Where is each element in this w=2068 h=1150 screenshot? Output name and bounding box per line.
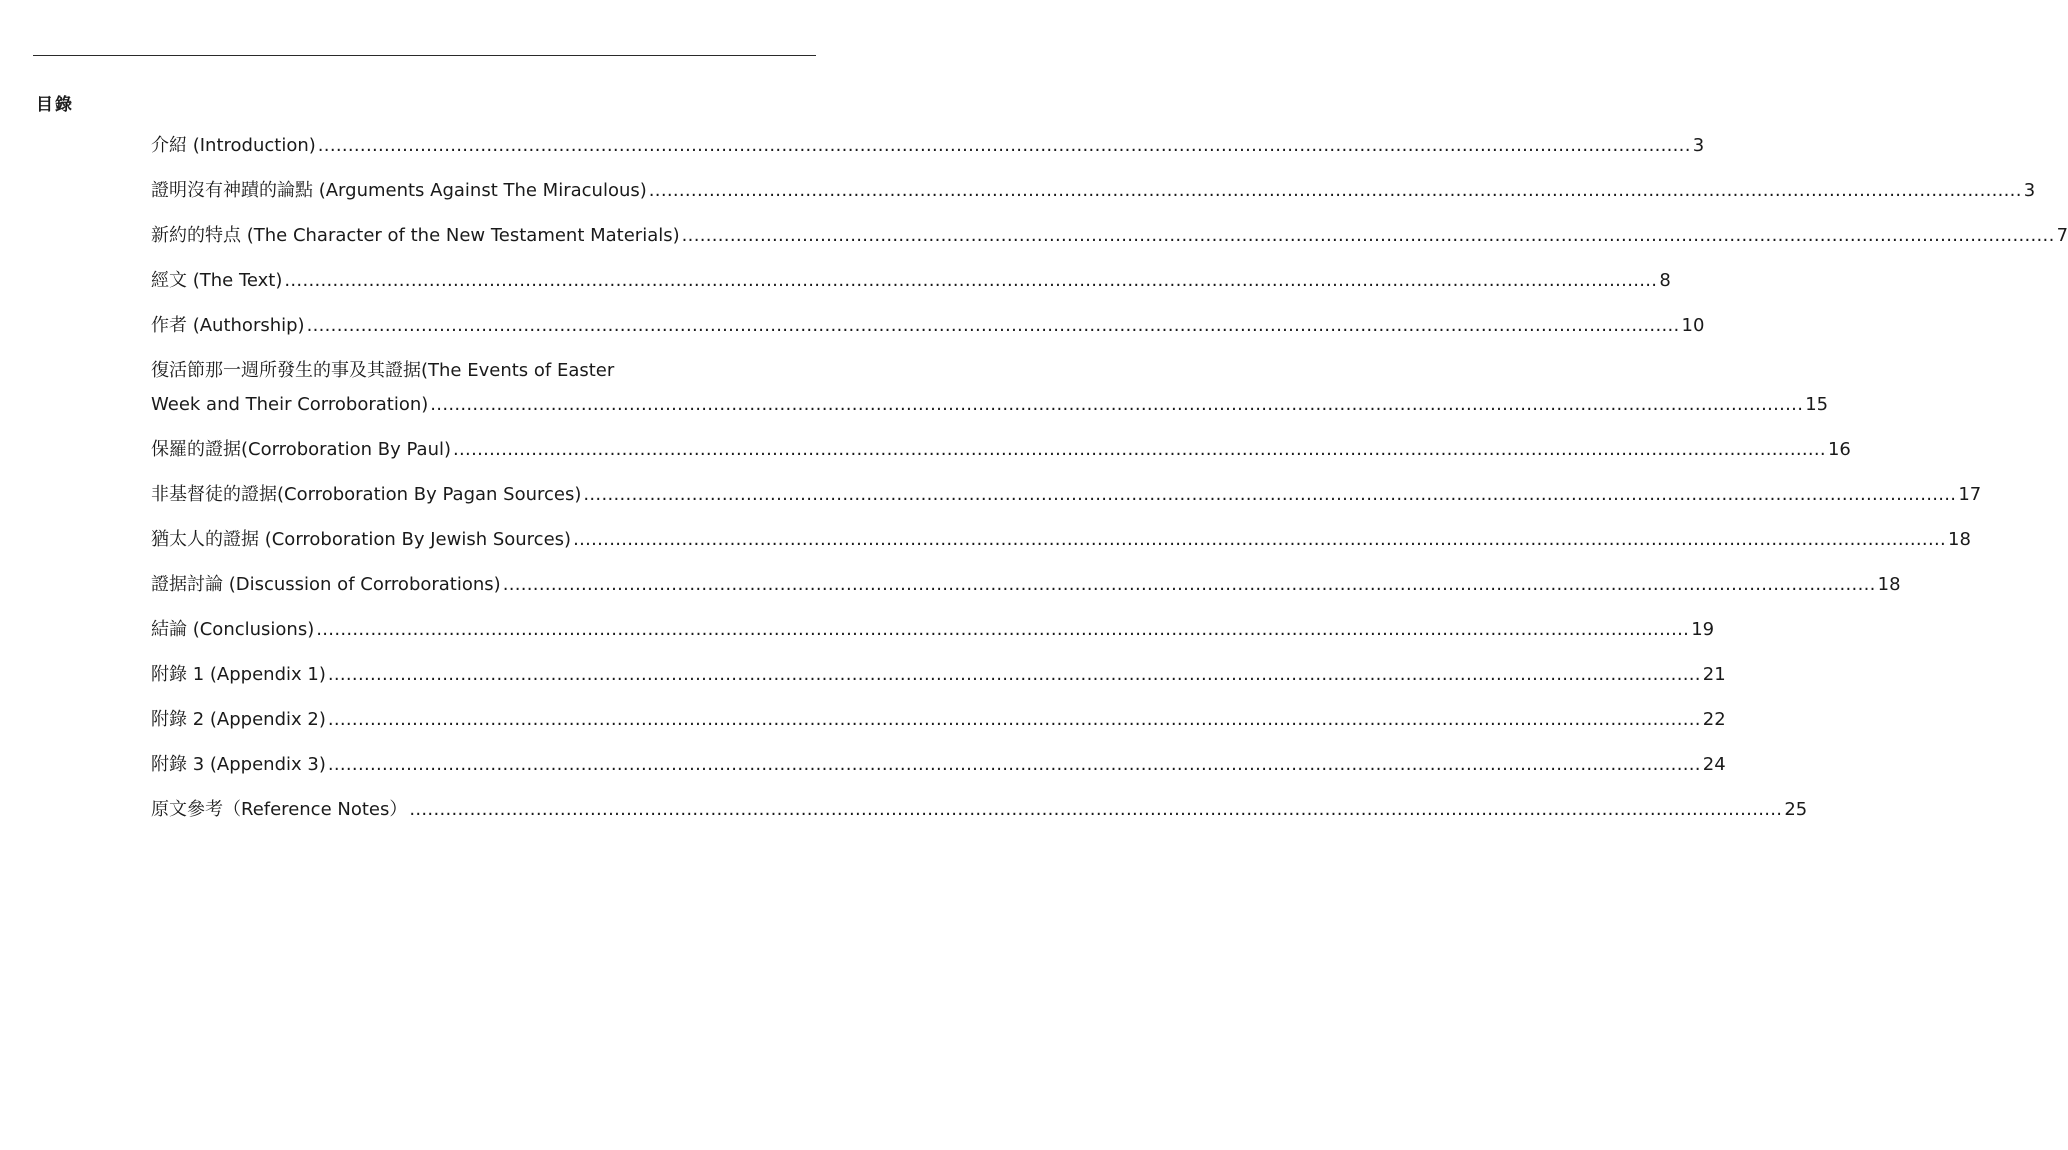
toc-entry-page: 22 xyxy=(1702,709,1726,730)
toc-entry-title-line1: 復活節那一週所發生的事及其證据(The Events of Easter xyxy=(151,360,615,381)
dot-leader xyxy=(328,662,1701,687)
toc-entry-jewish[interactable] xyxy=(151,527,1971,552)
toc-entry-arguments[interactable] xyxy=(151,178,2036,203)
toc-entry-title: Week and Their Corroboration) xyxy=(151,394,429,415)
toc-entry-title: 作者 (Authorship) xyxy=(151,315,305,336)
toc-entry-page: 7 xyxy=(2056,225,2068,246)
toc-entry-page: 25 xyxy=(1784,799,1808,820)
toc-entry-page: 17 xyxy=(1958,484,1982,505)
toc-entry-title: 猶太人的證据 (Corroboration By Jewish Sources) xyxy=(151,529,572,550)
toc-entry-page: 8 xyxy=(1659,270,1671,291)
dot-leader xyxy=(503,572,1876,597)
toc-entry-paul[interactable] xyxy=(151,437,1851,462)
dot-leader xyxy=(409,797,1782,822)
toc-entry-introduction[interactable] xyxy=(151,133,1705,158)
toc-entry-page: 3 xyxy=(2023,180,2036,201)
dot-leader xyxy=(649,178,2022,203)
dot-leader xyxy=(583,482,1956,507)
toc-entry-text[interactable] xyxy=(151,268,1671,293)
toc-entry-title: 經文 (The Text) xyxy=(151,270,283,291)
toc-entry-conclusions[interactable] xyxy=(151,617,1715,642)
toc-entry-easter-week[interactable] xyxy=(151,358,1829,417)
dot-leader xyxy=(328,707,1701,732)
toc-entry-title: 附錄 1 (Appendix 1) xyxy=(151,664,326,685)
dot-leader xyxy=(307,313,1680,338)
toc-entry-title: 證明沒有神蹟的論點 (Arguments Against The Miraculous) xyxy=(151,180,647,201)
table-of-contents xyxy=(151,133,2068,842)
toc-entry-title: 證据討論 (Discussion of Corroborations) xyxy=(151,574,501,595)
toc-entry-page: 18 xyxy=(1877,574,1901,595)
dot-leader xyxy=(328,752,1701,777)
toc-heading: 目錄 xyxy=(36,95,74,115)
dot-leader xyxy=(316,617,1689,642)
toc-entry-pagan[interactable] xyxy=(151,482,1982,507)
toc-entry-page: 10 xyxy=(1681,315,1705,336)
toc-entry-title: 附錄 3 (Appendix 3) xyxy=(151,754,326,775)
dot-leader xyxy=(430,392,1803,417)
toc-entry-title: 介紹 (Introduction) xyxy=(151,135,316,156)
dot-leader xyxy=(318,133,1691,158)
toc-entry-appendix-1[interactable] xyxy=(151,662,1726,687)
header-rule xyxy=(33,55,816,56)
toc-entry-page: 18 xyxy=(1948,529,1971,550)
toc-entry-title: 保羅的證据(Corroboration By Paul) xyxy=(151,439,452,460)
toc-entry-page: 16 xyxy=(1827,439,1851,460)
toc-entry-appendix-2[interactable] xyxy=(151,707,1726,732)
toc-entry-page: 15 xyxy=(1805,394,1829,415)
toc-entry-title: 原文參考（Reference Notes） xyxy=(151,799,408,820)
toc-entry-discussion[interactable] xyxy=(151,572,1901,597)
dot-leader xyxy=(573,527,1946,552)
dot-leader xyxy=(284,268,1657,293)
toc-entry-title: 結論 (Conclusions) xyxy=(151,619,315,640)
toc-entry-character[interactable] xyxy=(151,223,2068,248)
toc-entry-page: 24 xyxy=(1702,754,1726,775)
toc-entry-page: 3 xyxy=(1692,135,1705,156)
toc-entry-authorship[interactable] xyxy=(151,313,1705,338)
toc-entry-title: 非基督徒的證据(Corroboration By Pagan Sources) xyxy=(151,484,582,505)
toc-entry-title: 附錄 2 (Appendix 2) xyxy=(151,709,326,730)
toc-entry-title: 新約的特点 (The Character of the New Testament Materials) xyxy=(151,225,680,246)
dot-leader xyxy=(682,223,2055,248)
toc-entry-page: 21 xyxy=(1702,664,1726,685)
toc-entry-page: 19 xyxy=(1691,619,1715,640)
toc-entry-appendix-3[interactable] xyxy=(151,752,1726,777)
toc-entry-reference-notes[interactable] xyxy=(151,797,1808,822)
dot-leader xyxy=(453,437,1826,462)
